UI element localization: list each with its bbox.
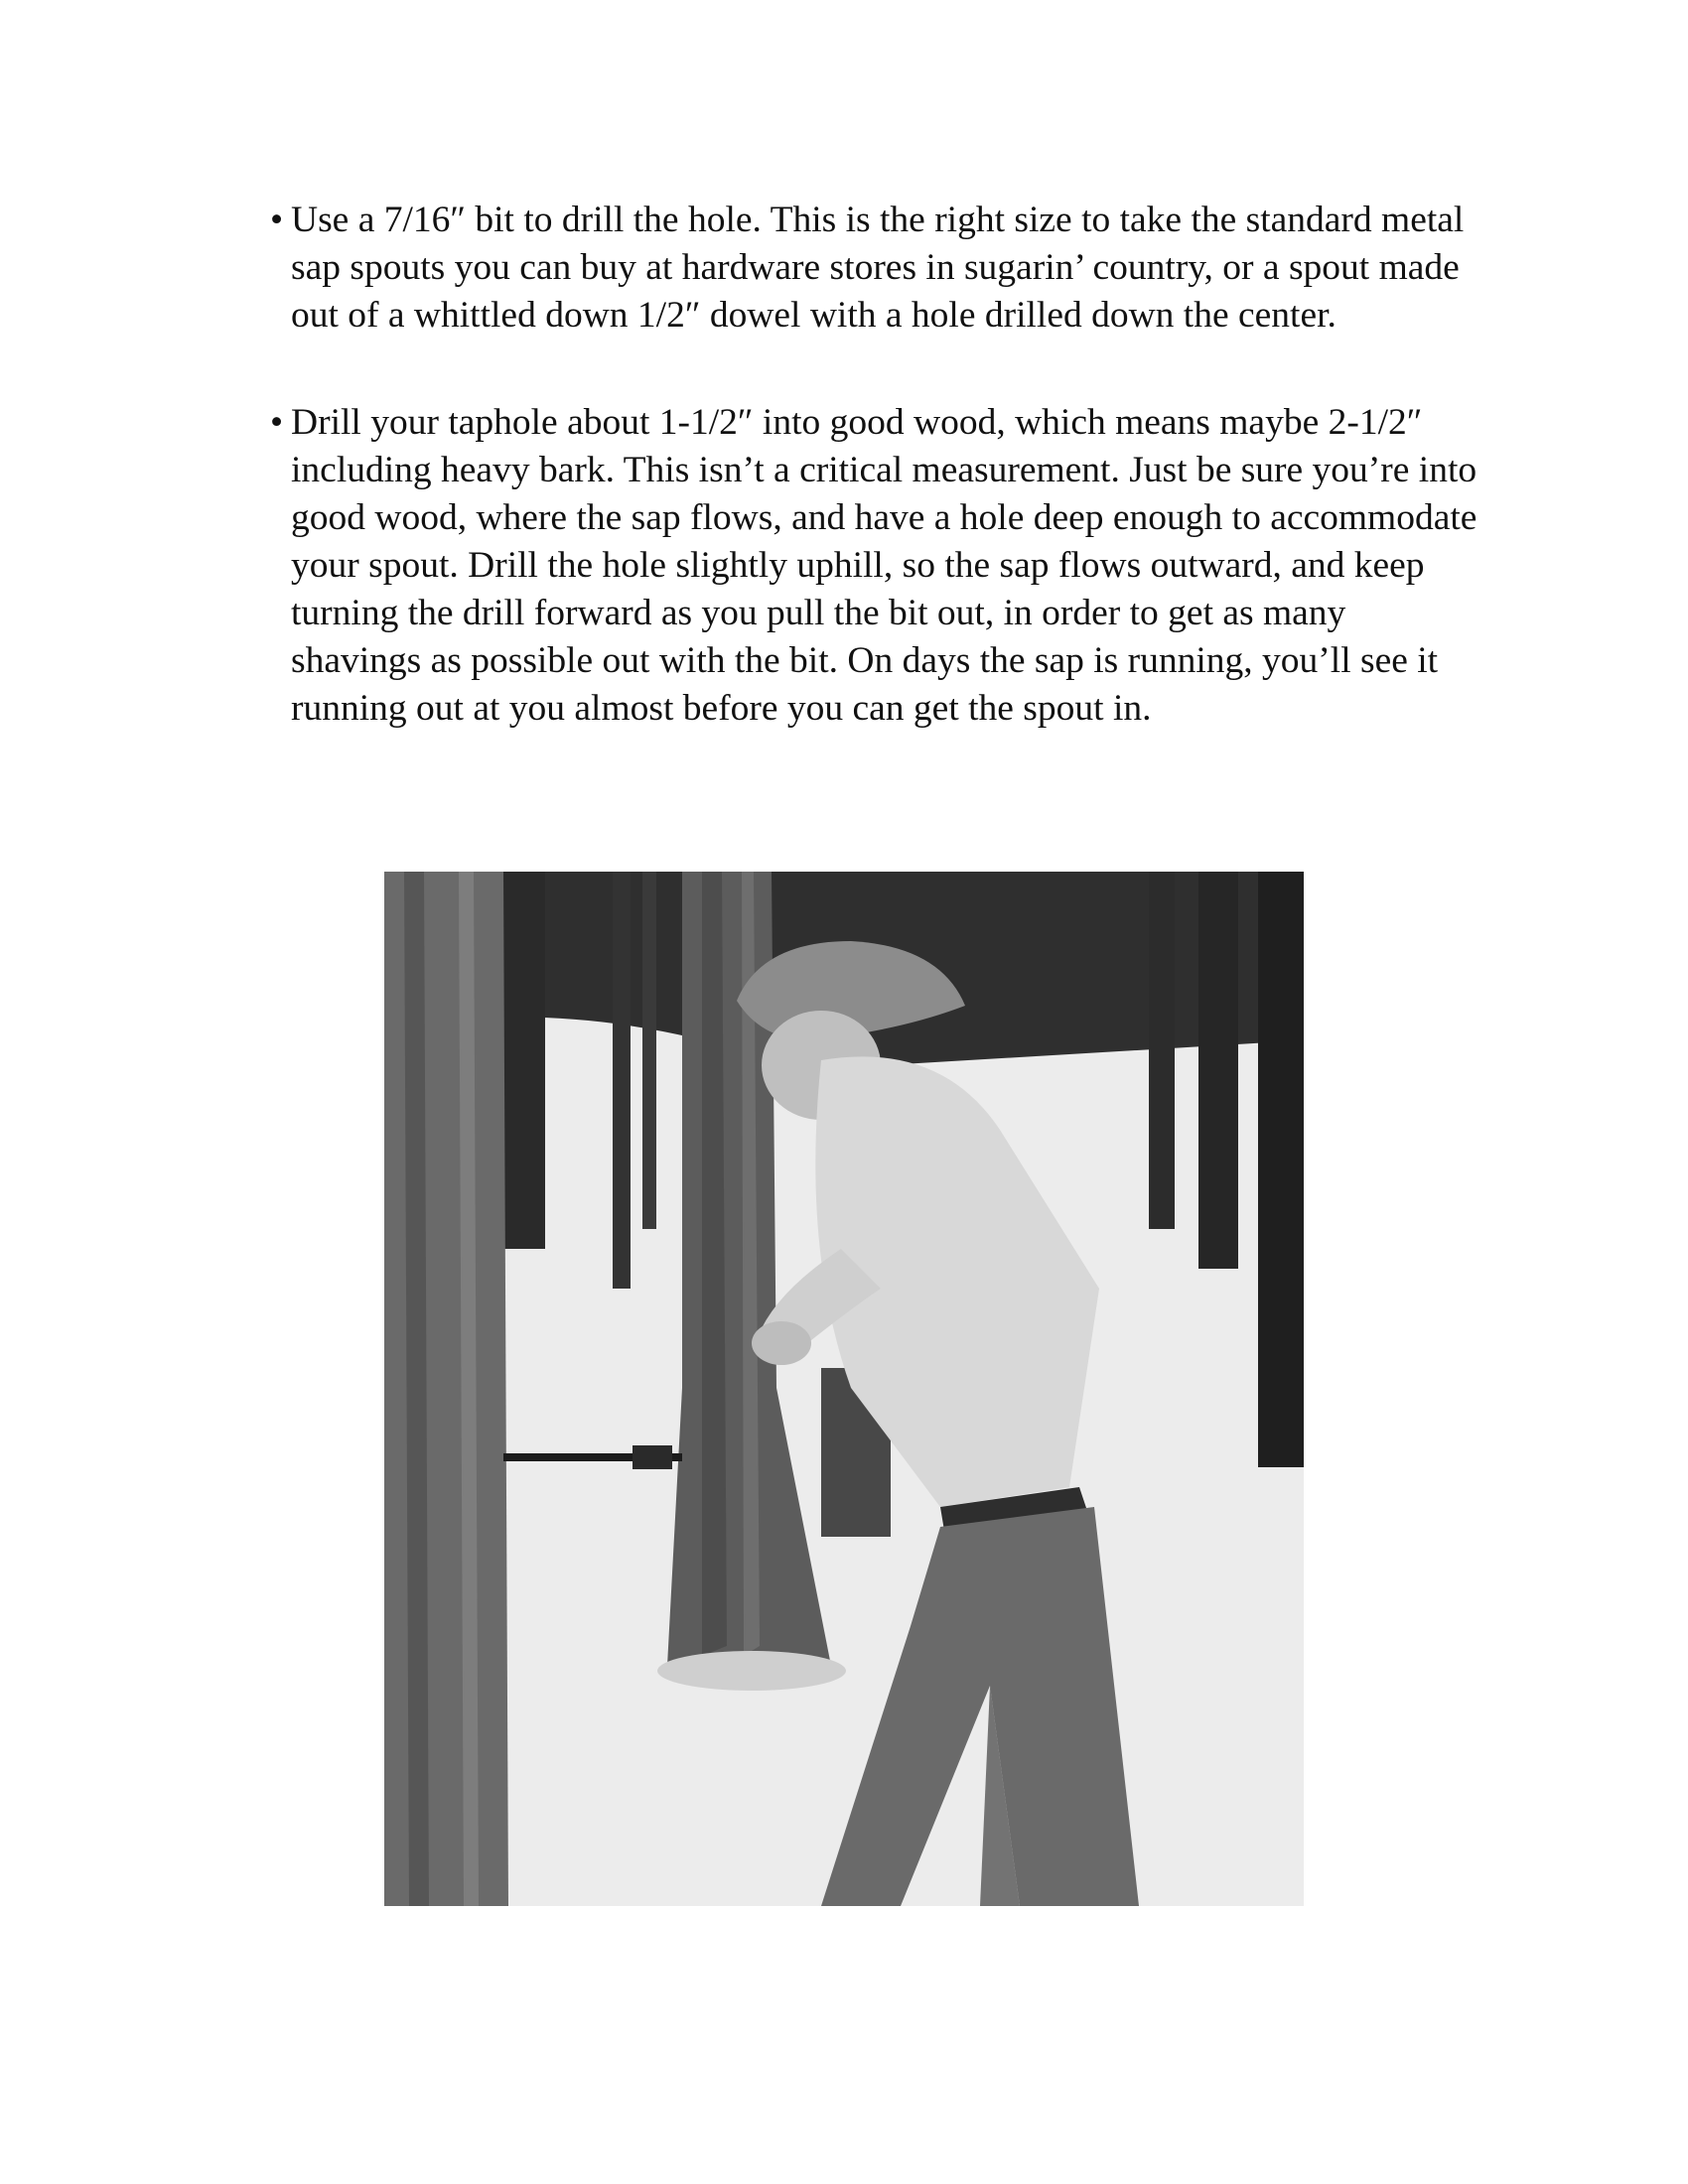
bullet-icon: • bbox=[270, 402, 284, 443]
background-trunk bbox=[1258, 872, 1304, 1467]
background-trunk bbox=[1198, 872, 1238, 1269]
bullet-item-taphole-depth bbox=[270, 399, 1481, 733]
background-trunk bbox=[613, 872, 631, 1289]
bullet-icon: • bbox=[270, 200, 284, 240]
drill-chuck bbox=[633, 1445, 672, 1469]
background-trunk bbox=[503, 872, 545, 1249]
bullet-text: Use a 7/16″ bit to drill the hole. This is the right size to take the standard metal sap spouts you can buy at hardware stores in sugarin’ country, or a spout made out of a whittled down 1/2″ dowel with a hole drilled down the center. bbox=[291, 200, 1465, 336]
bullet-item-drill-bit bbox=[270, 197, 1481, 340]
tree-tapping-photo bbox=[384, 872, 1304, 1906]
man-hand bbox=[752, 1321, 811, 1365]
background-trunk bbox=[1149, 872, 1175, 1229]
foreground-left-trunk bbox=[384, 872, 508, 1906]
photo-illustration bbox=[384, 872, 1304, 1906]
instruction-list bbox=[270, 197, 1481, 792]
snow-shadow bbox=[657, 1651, 846, 1691]
background-trunk bbox=[642, 872, 656, 1229]
bullet-text: Drill your taphole about 1-1/2″ into good wood, which means maybe 2-1/2″ including heavy bark. This isn’t a critical measurement. Just be sure you’re into good wood, where the sap flows, and have a hole deep enough to accommodate your spout. Drill the hole slightly uphill, so the sap flows outward, and keep turning the drill forward as you pull the bit out, in order to get as many shavings as possible out with the bit. On days the sap is running, you’ll see it running out at you almost before you can get the spout in. bbox=[291, 402, 1477, 729]
